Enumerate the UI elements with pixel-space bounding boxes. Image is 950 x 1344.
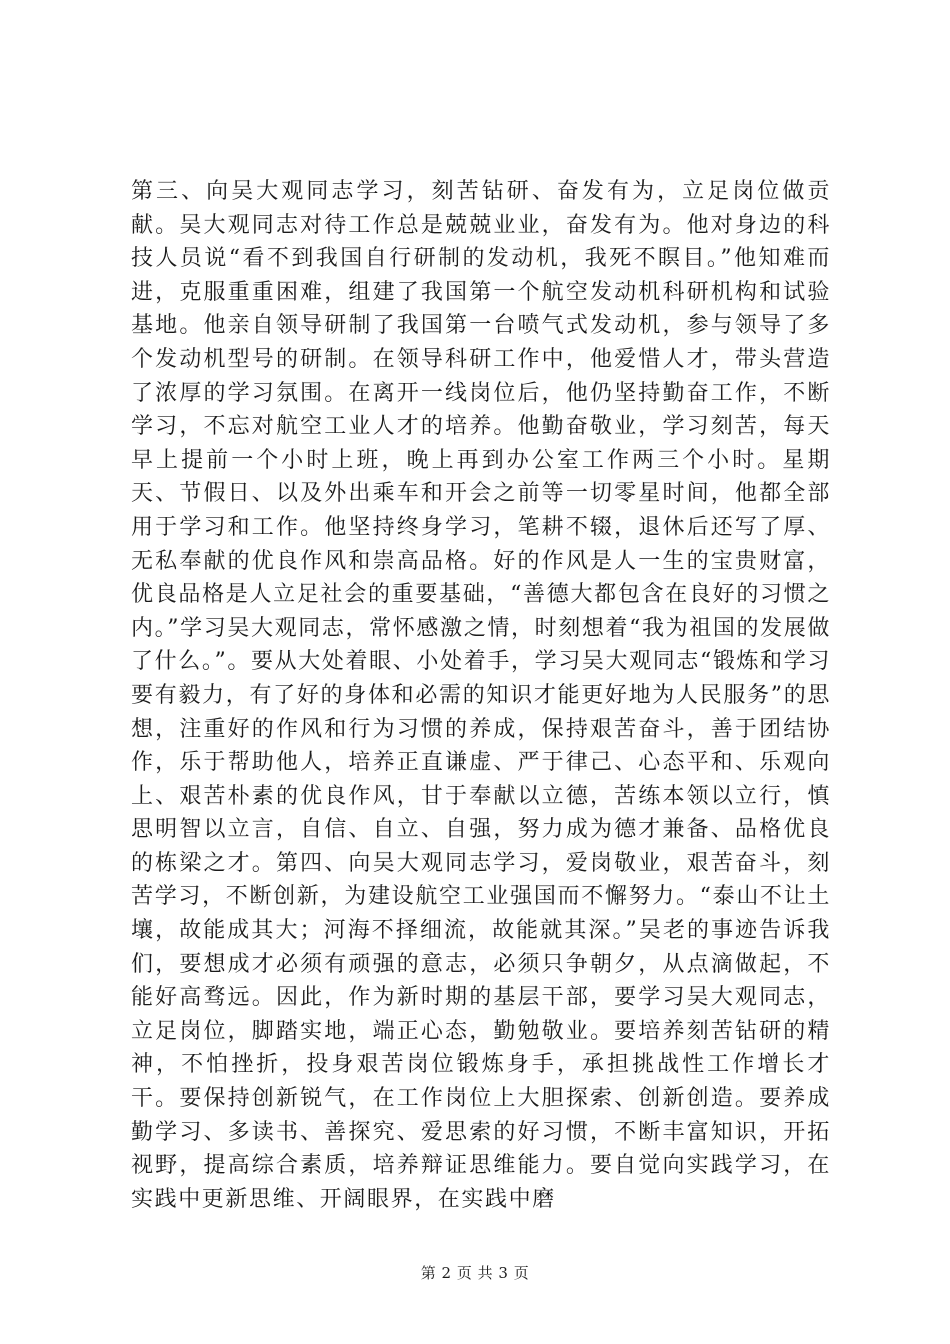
page-footer: 第 2 页 共 3 页 bbox=[420, 1264, 530, 1282]
body-paragraph: 第三、向吴大观同志学习，刻苦钻研、奋发有为，立足岗位做贡献。吴大观同志对待工作总是兢兢业业，奋发有为。他对身边的科技人员说“看不到我国自行研制的发动机，我死不瞑目。”他知难而进，克服重重困难，组建了我国第一个航空发动机科研机构和试验基地。他亲自领导研制了我国第一台喷气式发动机，参与领导了多个发动机型号的研制。在领导科研工作中，他爱惜人才，带头营造了浓厚的学习氛围。在离开一线岗位后，他仍坚持勤奋工作，不断学习，不忘对航空工业人才的培养。他勤奋敬业，学习刻苦，每天早上提前一个小时上班，晚上再到办公室工作两三个小时。星期天、节假日、以及外出乘车和开会之前等一切零星时间，他都全部用于学习和工作。他坚持终身学习，笔耕不辍，退休后还写了厚、无私奉献的优良作风和崇高品格。好的作风是人一生的宝贵财富，优良品格是人立足社会的重要基础，“善德大都包含在良好的习惯之内。”学习吴大观同志，常怀感激之情，时刻想着“我为祖国的发展做了什么。”。要从大处着眼、小处着手，学习吴大观同志“锻炼和学习要有毅力，有了好的身体和必需的知识才能更好地为人民服务”的思想，注重好的作风和行为习惯的养成，保持艰苦奋斗，善于团结协作，乐于帮助他人，培养正直谦虚、严于律己、心态平和、乐观向上、艰苦朴素的优良作风，甘于奉献以立德，苦练本领以立行，慎思明智以立言，自信、自立、自强，努力成为德才兼备、品格优良的栋梁之才。第四、向吴大观同志学习，爱岗敬业，艰苦奋斗，刻苦学习，不断创新，为建设航空工业强国而不懈努力。“泰山不让土壤，故能成其大；河海不择细流，故能就其深。”吴老的事迹告诉我们，要想成才必须有顽强的意志，必须只争朝夕，从点滴做起，不能好高骛远。因此，作为新时期的基层干部，要学习吴大观同志，立足岗位，脚踏实地，端正心态，勤勉敬业。要培养刻苦钻研的精神，不怕挫折，投身艰苦岗位锻炼身手，承担挑战性工作增长才干。要保持创新锐气，在工作岗位上大胆探索、创新创造。要养成勤学习、多读书、善探究、爱思索的好习惯，不断丰富知识，开拓视野，提高综合素质，培养辩证思维能力。要自觉向实践学习，在实践中更新思维、开阔眼界，在实践中磨 bbox=[131, 179, 831, 1212]
